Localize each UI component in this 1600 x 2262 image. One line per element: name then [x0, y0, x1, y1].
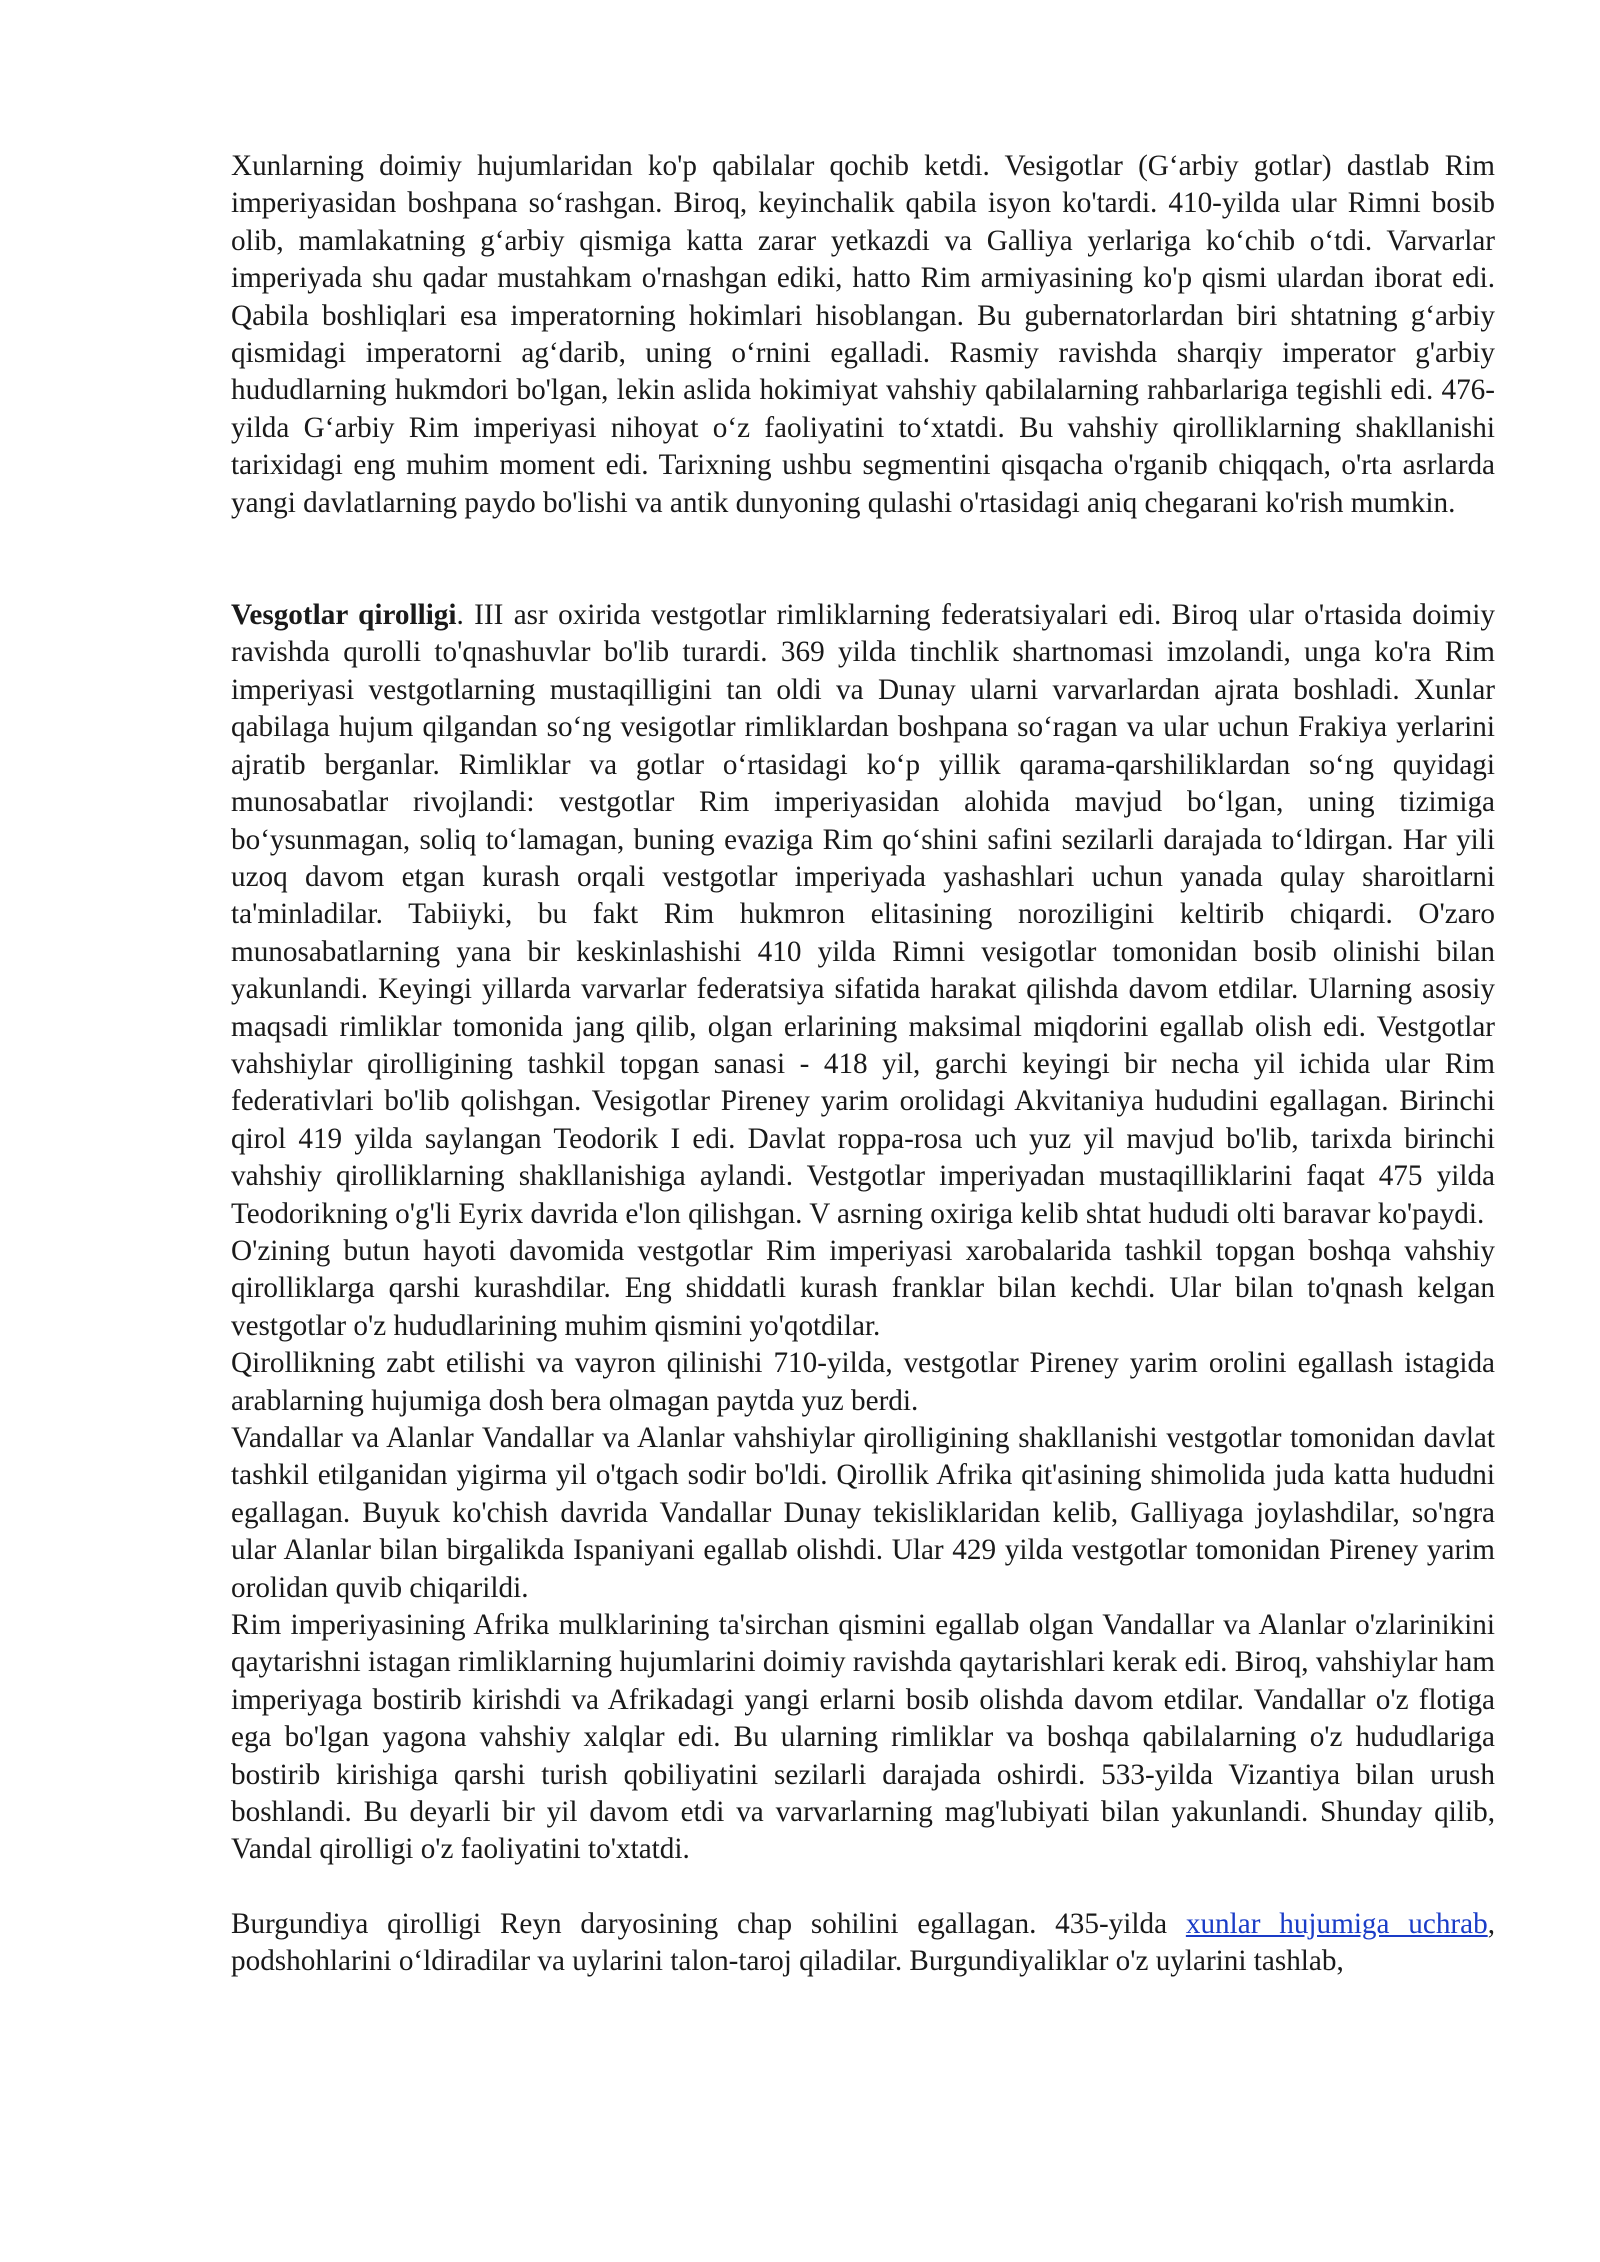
- paragraph-burgundy: [231, 1906, 1495, 1981]
- paragraph-huns-invasion: Xunlarning doimiy hujumlaridan ko'p qabilalar qochib ketdi. Vesigotlar (G‘arbiy gotlar) dastlab Rim imperiyasidan boshpana so‘rashgan. Biroq, keyinchalik qabila isyon ko'tardi. 410-yilda ular Rimni bosib olib, mamlakatning g‘arbiy qismiga katta zarar yetkazdi va Galliya yerlariga ko‘chib o‘tdi. Varvarlar imperiyada shu qadar mustahkam o'rnashgan ediki, hatto Rim armiyasining ko'p qismi ulardan iborat edi. Qabila boshliqlari esa imperatorning hokimlari hisoblangan. Bu gubernatorlardan biri shtatning g‘arbiy qismidagi imperatorni ag‘darib, uning o‘rnini egalladi. Rasmiy ravishda sharqiy imperator g'arbiy hududlarning hukmdori bo'lgan, lekin aslida hokimiyat vahshiy qabilalarning rahbarlariga tegishli edi. 476-yilda G‘arbiy Rim imperiyasi nihoyat o‘z faoliyatini to‘xtatdi. Bu vahshiy qirolliklarning shakllanishi tarixidagi eng muhim moment edi. Tarixning ushbu segmentini qisqacha o'rganib chiqqach, o'rta asrlarda yangi davlatlarning paydo bo'lishi va antik dunyoning qulashi o'rtasidagi aniq chegarani ko'rish mumkin.: [231, 150, 1495, 519]
- hyperlink-hun-attack[interactable]: xunlar hujumiga uchrab: [1185, 1907, 1488, 1940]
- paragraph-visigoth-wars: O'zining butun hayoti davomida vestgotlar Rim imperiyasi xarobalarida tashkil topgan boshqa vahshiy qirolliklarga qarshi kurashdilar. Eng shiddatli kurash franklar bilan kechdi. Ular bilan to'qnash kelgan vestgotlar o'z hududlarining muhim qismini yo'qotdilar.: [231, 1234, 1495, 1342]
- paragraph-text: Burgundiya qirolligi Reyn daryosining chap sohilini egallagan. 435-yilda: [231, 1907, 1186, 1940]
- document-page: [231, 148, 1495, 1981]
- paragraph-vandals-end: Rim imperiyasining Afrika mulklarining ta'sirchan qismini egallab olgan Vandallar va Alanlar o'zlarinikini qaytarishni istagan rimliklarning hujumlarini doimiy ravishda qaytarishlari kerak edi. Biroq, vahshiylar ham imperiyaga bostirib kirishdi va Afrikadagi yangi erlarni bosib olishda davom etdilar. Vandallar o'z flotiga ega bo'lgan yagona vahshiy xalqlar edi. Bu ularning rimliklar va boshqa qabilalarning o'z hududlariga bostirib kirishiga qarshi turish qobiliyatini sezilarli darajada oshirdi. 533-yilda Vizantiya bilan urush boshlandi. Bu deyarli bir yil davom etdi va varvarlarning mag'lubiyati bilan yakunlandi. Shunday qilib, Vandal qirolligi o'z faoliyatini to'xtatdi.: [231, 1609, 1495, 1866]
- paragraph-gap: [231, 1869, 1495, 1906]
- paragraph-text: , podshohlarini o‘ldiradilar va uylarini talon-taroj qiladilar. Burgundiyaliklar o'z uylarini tashlab,: [231, 1907, 1495, 1978]
- paragraph-visigoth-fall: Qirollikning zabt etilishi va vayron qilinishi 710-yilda, vestgotlar Pireney yarim orolini egallash istagida arablarning hujumiga dosh bera olmagan paytda yuz berdi.: [231, 1347, 1495, 1417]
- section-heading-visigoths: Vesgotlar qirolligi: [231, 599, 457, 632]
- paragraph-text: . III asr oxirida vestgotlar rimliklarning federatsiyalari edi. Biroq ular o'rtasida doimiy ravishda qurolli to'qnashuvlar bo'lib turardi. 369 yilda tinchlik shartnomasi imzolandi, unga ko'ra Rim imperiyasi vestgotlarning mustaqilligini tan oldi va Dunay ularni varvarlardan ajrata boshladi. Xunlar qabilaga hujum qilgandan so‘ng vesigotlar rimliklardan boshpana so‘ragan va ular uchun Frakiya yerlarini ajratib berganlar. Rimliklar va gotlar o‘rtasidagi ko‘p yillik qarama-qarshiliklardan so‘ng quyidagi munosabatlar rivojlandi: vestgotlar Rim imperiyasidan alohida mavjud bo‘lgan, uning tizimiga bo‘ysunmagan, soliq to‘lamagan, buning evaziga Rim qo‘shini safini sezilarli darajada to‘ldirgan. Har yili uzoq davom etgan kurash orqali vestgotlar imperiyada yashashlari uchun yanada qulay sharoitlarni ta'minladilar. Tabiiyki, bu fakt Rim hukmron elitasining noroziligini keltirib chiqardi. O'zaro munosabatlarning yana bir keskinlashishi 410 yilda Rimni vesigotlar tomonidan bosib olinishi bilan yakunlandi. Keyingi yillarda varvarlar federatsiya sifatida harakat qilishda davom etdilar. Ularning asosiy maqsadi rimliklar tomonida jang qilib, olgan erlarining maksimal miqdorini egallab olish edi. Vestgotlar vahshiylar qirolligining tashkil topgan sanasi - 418 yil, garchi keyingi bir necha yil ichida ular Rim federativlari bo'lib qolishgan. Vesigotlar Pireney yarim orolidagi Akvitaniya hududini egallagan. Birinchi qirol 419 yilda saylangan Teodorik I edi. Davlat roppa-rosa uch yuz yil mavjud bo'lib, tarixda birinchi vahshiy qirolliklarning shakllanishiga aylandi. Vestgotlar imperiyadan mustaqilliklarini faqat 475 yilda Teodorikning o'g'li Eyrix davrida e'lon qilishgan. V asrning oxiriga kelib shtat hududi olti baravar ko'paydi.: [231, 599, 1495, 1230]
- paragraph-gap: [231, 522, 1495, 597]
- paragraph-vandals-alans: Vandallar va Alanlar Vandallar va Alanlar vahshiylar qirolligining shakllanishi vestgotlar tomonidan davlat tashkil etilganidan yigirma yil o'tgach sodir bo'ldi. Qirollik Afrika qit'asining shimolida juda katta hududni egallagan. Buyuk ko'chish davrida Vandallar Dunay tekisliklaridan kelib, Galliyaga joylashdilar, so'ngra ular Alanlar bilan birgalikda Ispaniyani egallab olishdi. Ular 429 yilda vestgotlar tomonidan Pireney yarim orolidan quvib chiqarildi.: [231, 1422, 1495, 1604]
- paragraph-visigoth-kingdom: [231, 597, 1495, 1233]
